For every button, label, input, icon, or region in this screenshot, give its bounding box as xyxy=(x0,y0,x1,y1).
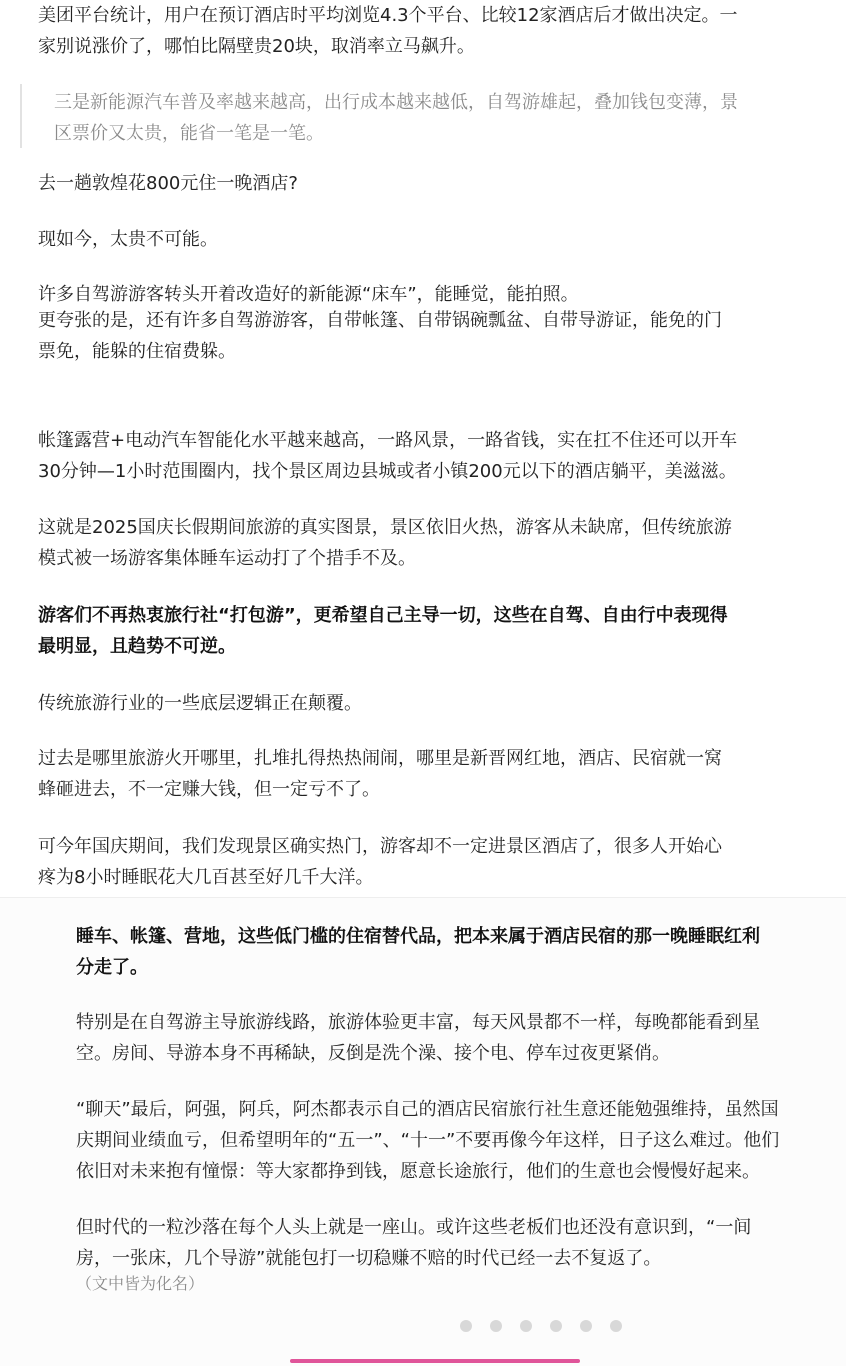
cut-off-link[interactable] xyxy=(290,1355,580,1369)
pseudonym-note: （文中皆为化名） xyxy=(76,1274,205,1293)
paragraph-past: 过去是哪里旅游火开哪里，扎堆扎得热热闹闹，哪里是新晋网红地，酒店、民宿就一窝 蜂砸进去，不一定赚大钱，但一定亏不了。 xyxy=(38,748,722,800)
paragraph-meituan-stats: 美团平台统计，用户在预订酒店时平均浏览4.3个平台、比较12家酒店后才做出决定。一 家别说涨价了，哪怕比隔壁贵20块，取消率立马飙升。 xyxy=(38,5,738,57)
paragraph-self-driving: 更夸张的是，还有许多自驾游游客，自带帐篷、自带锅碗瓢盆、自带导游证，能免的门 票免，能躲的住宿费躲。 xyxy=(38,310,722,362)
paragraph-too-expensive: 现如今，太贵不可能。 xyxy=(38,229,218,250)
paragraph-era: 但时代的一粒沙落在每个人头上就是一座山。或许这些老板们也还没有意识到，“一间 房，一张床，几个导游”就能包打一切稳赚不赔的时代已经一去不复返了。 xyxy=(76,1217,752,1269)
paragraph-logic-overturn: 传统旅游行业的一些底层逻辑正在颠覆。 xyxy=(38,693,362,714)
paragraph-bold-alternatives: 睡车、帐篷、营地，这些低门槛的住宿替代品，把本来属于酒店民宿的那一晚睡眠红利 分走了。 xyxy=(76,926,760,978)
paragraph-camping: 帐篷露营+电动汽车智能化水平越来越高，一路风景，一路省钱，实在扛不住还可以开车 30分钟—1小时范围圈内，找个景区周边县城或者小镇200元以下的酒店躺平，美滋滋。 xyxy=(38,430,738,482)
paragraph-dunhuang: 去一趟敦煌花800元住一晚酒店? xyxy=(38,173,298,194)
paragraph-bold-trend: 游客们不再热衷旅行社“打包游”，更希望自己主导一切，这些在自驾、自由行中表现得 最明显，且趋势不可逆。 xyxy=(38,605,728,657)
paragraph-self-drive-route: 特别是在自驾游主导旅游线路，旅游体验更丰富，每天风景都不一样，每晚都能看到星 空。房间、导游本身不再稀缺，反倒是洗个澡、接个电、停车过夜更紧俏。 xyxy=(76,1012,760,1064)
paragraph-this-year: 可今年国庆期间，我们发现景区确实热门，游客却不一定进景区酒店了，很多人开始心 疼为8小时睡眠花大几百甚至好几千大洋。 xyxy=(38,836,722,888)
quote-bar xyxy=(20,84,22,148)
blockquote-reason-three: 三是新能源汽车普及率越来越高，出行成本越来越低，自驾游雄起，叠加钱包变薄，景 区票价又太贵，能省一笔是一笔。 xyxy=(54,92,738,144)
paragraph-car-bed: 许多自驾游游客转头开着改造好的新能源“床车”，能睡觉，能拍照。 xyxy=(38,284,579,305)
article-page-continued xyxy=(0,897,846,1366)
paragraph-national-day: 这就是2025国庆长假期间旅游的真实图景，景区依旧火热，游客从未缺席，但传统旅游 模式被一场游客集体睡车运动打了个措手不及。 xyxy=(38,517,732,569)
watermark-dots xyxy=(460,1320,622,1332)
paragraph-chat-end: “聊天”最后，阿强，阿兵，阿杰都表示自己的酒店民宿旅行社生意还能勉强维持，虽然国 庆期间业绩血亏，但希望明年的“五一”、“十一”不要再像今年这样，日子这么难过。他们 依旧对未来抱有憧憬：等大家都挣到钱，愿意长途旅行，他们的生意也会慢慢好起来。 xyxy=(76,1099,780,1182)
